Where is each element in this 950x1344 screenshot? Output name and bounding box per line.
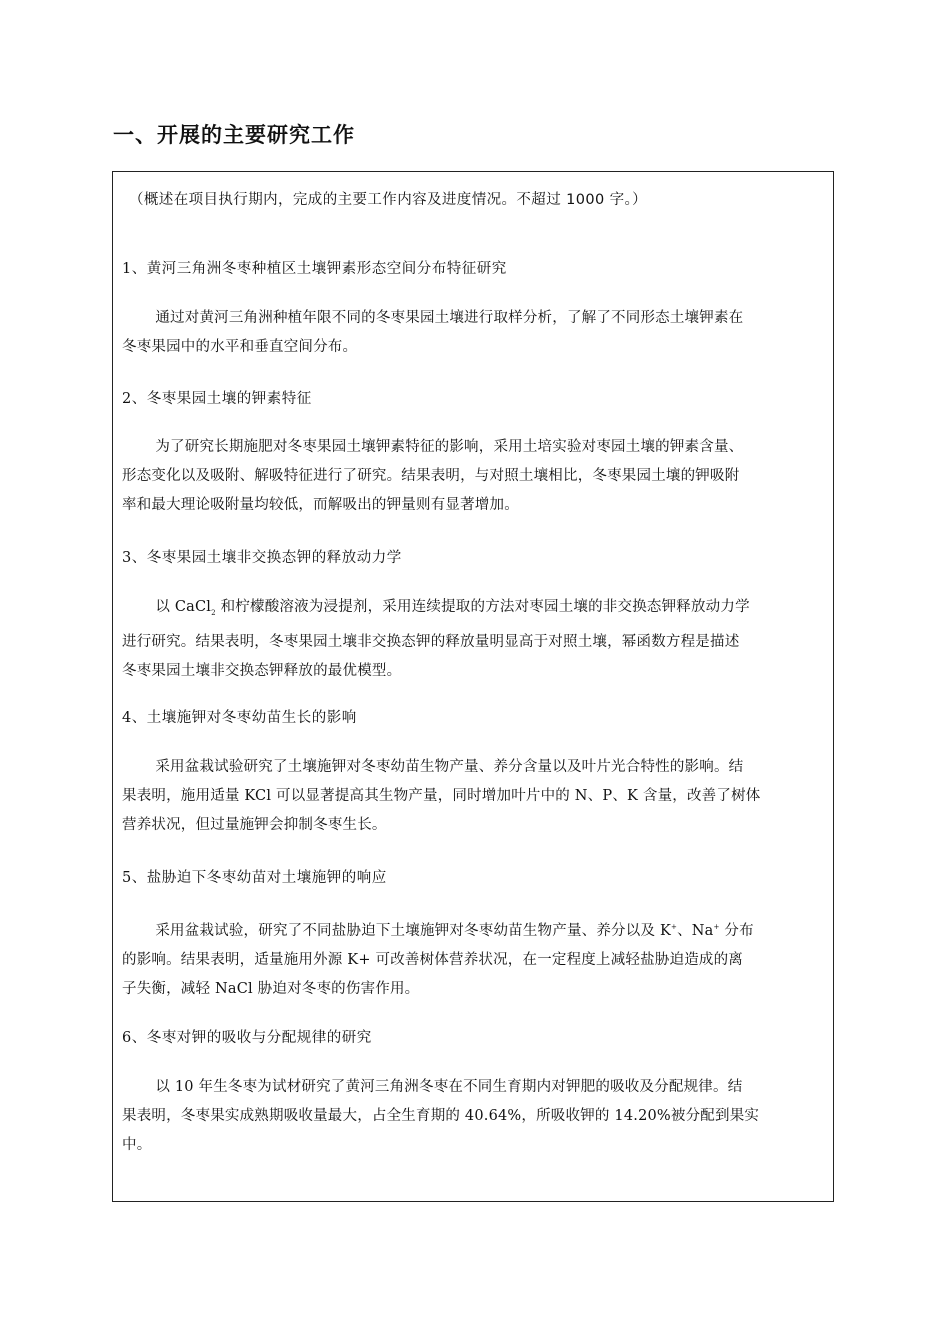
paragraph-line: 率和最大理论吸附量均较低，而解吸出的钾量则有显著增加。 [122, 497, 519, 513]
paragraph-line: 冬枣果园土壤非交换态钾释放的最优模型。 [122, 663, 402, 679]
text-run: 采用盆栽试验，研究了不同盐胁迫下土壤施钾对冬枣幼苗生物产量、养分以及 K [155, 923, 671, 939]
section-5-title: 5、盐胁迫下冬枣幼苗对土壤施钾的响应 [122, 870, 387, 886]
section-1-paragraph [122, 304, 827, 362]
paragraph-line: 为了研究长期施肥对冬枣果园土壤钾素特征的影响，采用土培实验对枣园土壤的钾素含量、 [155, 439, 744, 455]
paragraph-line: 进行研究。结果表明，冬枣果园土壤非交换态钾的释放量明显高于对照土壤，幂函数方程是描述 [122, 634, 740, 650]
text-run: 分布 [719, 923, 754, 939]
text-run: 、Na [677, 923, 714, 939]
paragraph-line: 形态变化以及吸附、解吸特征进行了研究。结果表明，与对照土壤相比，冬枣果园土壤的钾吸附 [122, 468, 740, 484]
text-run: 以 CaCl [155, 599, 212, 615]
content-box [112, 171, 834, 1202]
section-3-title: 3、冬枣果园土壤非交换态钾的释放动力学 [122, 550, 402, 566]
section-3-paragraph [122, 593, 827, 686]
paragraph-line: 通过对黄河三角洲种植年限不同的冬枣果园土壤进行取样分析，了解了不同形态土壤钾素在 [155, 310, 744, 326]
paragraph-line: 果表明，施用适量 KCl 可以显著提高其生物产量，同时增加叶片中的 N、P、K 含量，改善了树体 [122, 788, 761, 804]
superscript: + [713, 923, 720, 931]
paragraph-line: 冬枣果园中的水平和垂直空间分布。 [122, 339, 358, 355]
section-2-paragraph [122, 433, 827, 520]
paragraph-line: 采用盆栽试验研究了土壤施钾对冬枣幼苗生物产量、养分含量以及叶片光合特性的影响。结 [155, 759, 744, 775]
section-heading: 一、开展的主要研究工作 [113, 123, 355, 147]
paragraph-line: 以 10 年生冬枣为试材研究了黄河三角洲冬枣在不同生育期内对钾肥的吸收及分配规律。结 [155, 1079, 743, 1095]
section-4-title: 4、土壤施钾对冬枣幼苗生长的影响 [122, 710, 357, 726]
section-1-title: 1、黄河三角洲冬枣种植区土壤钾素形态空间分布特征研究 [122, 261, 507, 277]
paragraph-line: 果表明，冬枣果实成熟期吸收量最大，占全生育期的 40.64%，所吸收钾的 14.20%被分配到果实 [122, 1108, 760, 1124]
text-run: 和柠檬酸溶液为浸提剂，采用连续提取的方法对枣园土壤的非交换态钾释放动力学 [215, 599, 750, 615]
section-4-paragraph [122, 753, 827, 840]
paragraph-line: 子失衡，减轻 NaCl 胁迫对冬枣的伤害作用。 [122, 981, 420, 997]
paragraph-line [122, 913, 827, 946]
section-5-paragraph [122, 913, 827, 1004]
superscript: + [670, 923, 678, 931]
subscript: 2 [211, 609, 216, 617]
section-6-title: 6、冬枣对钾的吸收与分配规律的研究 [122, 1030, 372, 1046]
paragraph-line: 的影响。结果表明，适量施用外源 K+ 可改善树体营养状况，在一定程度上减轻盐胁迫造成的离 [122, 952, 743, 968]
section-6-paragraph [122, 1073, 827, 1160]
paragraph-line: 营养状况，但过量施钾会抑制冬枣生长。 [122, 817, 387, 833]
instruction-note: （概述在项目执行期内，完成的主要工作内容及进度情况。不超过 1000 字。） [129, 192, 648, 208]
paragraph-line: 中。 [122, 1137, 152, 1153]
paragraph-line [122, 593, 827, 628]
section-2-title: 2、冬枣果园土壤的钾素特征 [122, 391, 312, 407]
